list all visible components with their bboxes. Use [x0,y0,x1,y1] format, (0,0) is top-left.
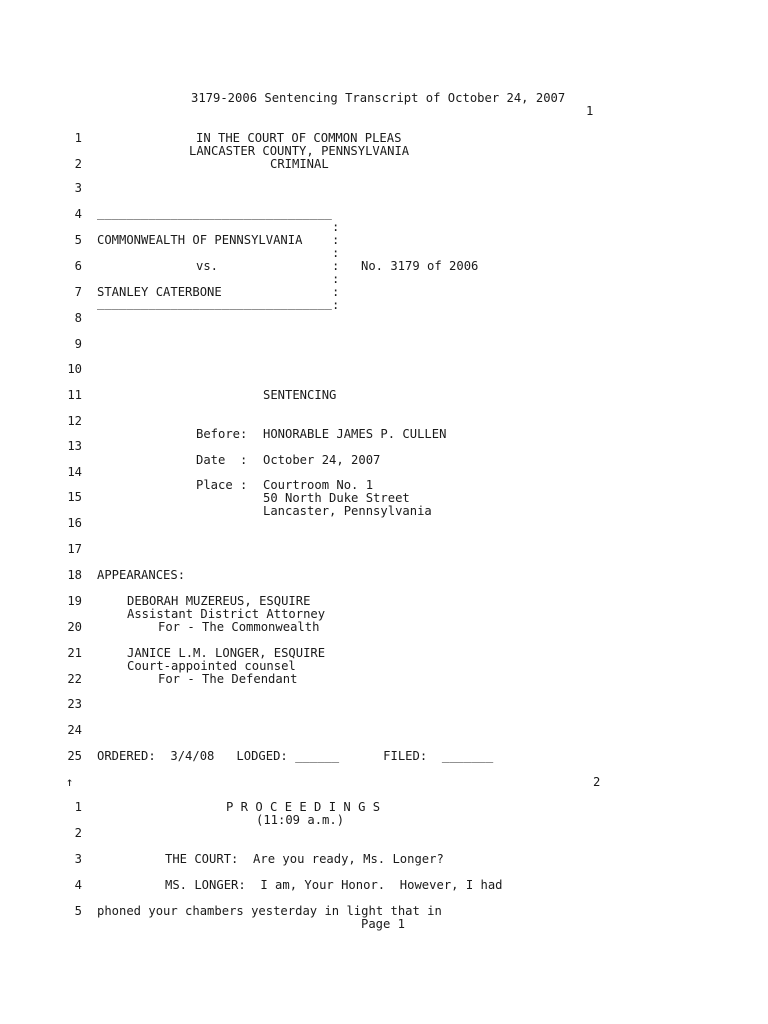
caption-colon: : [332,233,340,247]
line-number: 18 [67,568,82,582]
transcript-line: phoned your chambers yesterday in light that in [97,904,442,918]
transcript-line: THE COURT: Are you ready, Ms. Longer? [165,852,444,866]
caption-rule-top: ________________________________ [97,206,332,220]
before-value: HONORABLE JAMES P. CULLEN [263,427,447,441]
caption-colon: : [332,298,340,312]
proceedings-time: (11:09 a.m.) [256,813,345,827]
caption-colon: : [332,246,340,260]
defendant-name: STANLEY CATERBONE [97,285,222,299]
transcript-line: MS. LONGER: I am, Your Honor. However, I had [165,878,503,892]
line-number: 21 [67,646,82,660]
caption-colon: : [332,272,340,286]
defense-for: For - The Defendant [158,672,298,686]
line-number: 5 [74,904,82,918]
defense-title: Court-appointed counsel [127,659,296,673]
line-number: 6 [74,259,82,273]
line-number: 2 [74,826,82,840]
caption-colon: : [332,285,340,299]
prosecutor-name: DEBORAH MUZEREUS, ESQUIRE [127,594,311,608]
caption-colon: : [332,220,340,234]
versus-text: vs. [196,259,219,273]
line-number: 15 [67,490,82,504]
line-number: 3 [74,181,82,195]
caption-colon: : [332,259,340,273]
line-number: 1 [74,131,82,145]
line-number: 12 [67,414,82,428]
place-line-3: Lancaster, Pennsylvania [263,504,432,518]
line-number: 16 [67,516,82,530]
line-number: 4 [74,207,82,221]
date-label: Date : [196,453,248,467]
division-name: CRIMINAL [270,157,329,171]
docket-number: No. 3179 of 2006 [361,259,479,273]
court-name: IN THE COURT OF COMMON PLEAS [196,131,402,145]
date-value: October 24, 2007 [263,453,381,467]
defense-name: JANICE L.M. LONGER, ESQUIRE [127,646,326,660]
county-name: LANCASTER COUNTY, PENNSYLVANIA [189,144,410,158]
page-footer: Page 1 [361,917,406,931]
prosecutor-title: Assistant District Attorney [127,607,326,621]
page-number: 1 [586,104,594,118]
line-number: 22 [67,672,82,686]
line-number: 11 [67,388,82,402]
place-line-2: 50 North Duke Street [263,491,410,505]
plaintiff-name: COMMONWEALTH OF PENNSYLVANIA [97,233,303,247]
line-number: 10 [67,362,82,376]
line-number: 1 [74,800,82,814]
place-label: Place : [196,478,248,492]
line-number: 4 [74,878,82,892]
appearances-label: APPEARANCES: [97,568,186,582]
prosecutor-for: For - The Commonwealth [158,620,320,634]
page-break-marker: ↑ [66,775,74,789]
proceedings-heading: P R O C E E D I N G S [226,800,381,814]
proceeding-title: SENTENCING [263,388,337,402]
line-number: 25 [67,749,82,763]
line-number: 14 [67,465,82,479]
line-number: 13 [67,439,82,453]
ordered-line: ORDERED: 3/4/08 LODGED: ______ FILED: _______ [97,749,494,763]
document-title: 3179-2006 Sentencing Transcript of October 24, 2007 [191,91,566,105]
line-number: 8 [74,311,82,325]
line-number: 17 [67,542,82,556]
line-number: 3 [74,852,82,866]
line-number: 24 [67,723,82,737]
page-number: 2 [593,775,601,789]
line-number: 23 [67,697,82,711]
caption-rule-bottom: ________________________________ [97,296,332,310]
line-number: 2 [74,157,82,171]
line-number: 19 [67,594,82,608]
line-number: 5 [74,233,82,247]
line-number: 20 [67,620,82,634]
before-label: Before: [196,427,248,441]
place-line-1: Courtroom No. 1 [263,478,374,492]
line-number: 9 [74,337,82,351]
line-number: 7 [74,285,82,299]
